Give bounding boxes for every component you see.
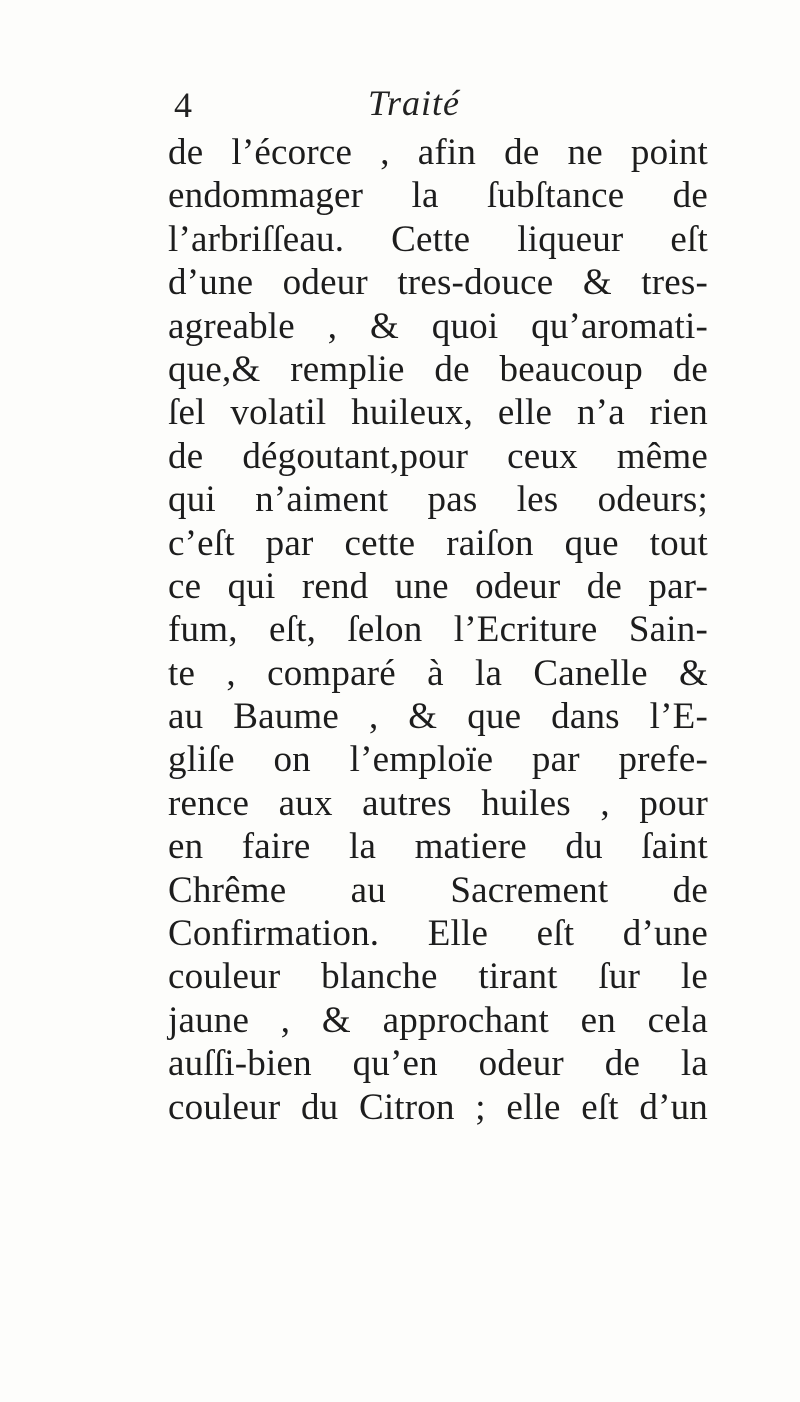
text-line: rence aux autres huiles , pour: [168, 782, 708, 824]
text-line: l’arbriſſeau. Cette liqueur eſt: [168, 218, 708, 260]
text-line: Chrême au Sacrement de: [168, 869, 708, 911]
text-line: te , comparé à la Canelle &: [168, 652, 708, 694]
page-number: 4: [174, 85, 192, 125]
text-line: que,& remplie de beaucoup de: [168, 348, 708, 390]
text-line: couleur du Citron ; elle eſt d’un: [168, 1086, 708, 1128]
text-line: de dégoutant,pour ceux même: [168, 435, 708, 477]
text-line: fum, eſt, ſelon l’Ecriture Sain-: [168, 609, 708, 651]
text-line: au Baume , & que dans l’E-: [168, 696, 708, 738]
text-line: en faire la matiere du ſaint: [168, 826, 708, 868]
text-line: agreable , & quoi qu’aromati-: [168, 305, 708, 347]
text-line: c’eſt par cette raiſon que tout: [168, 522, 708, 564]
text-line: d’une odeur tres-douce & tres-: [168, 262, 708, 304]
page-header: [168, 78, 708, 128]
text-line: endommager la ſubſtance de: [168, 175, 708, 217]
body-text: [168, 131, 708, 1129]
text-line: ce qui rend une odeur de par-: [168, 565, 708, 607]
text-line: auſſi-bien qu’en odeur de la: [168, 1043, 708, 1085]
running-title: Traité: [368, 83, 461, 123]
text-line: jaune , & approchant en cela: [168, 999, 708, 1041]
text-line: gliſe on l’emploïe par prefe-: [168, 739, 708, 781]
text-line: ſel volatil huileux, elle n’a rien: [168, 392, 708, 434]
text-line: de l’écorce , afin de ne point: [168, 132, 708, 173]
text-line: Confirmation. Elle eſt d’une: [168, 913, 708, 955]
text-line: couleur blanche tirant ſur le: [168, 956, 708, 998]
text-line: qui n’aiment pas les odeurs;: [168, 479, 708, 521]
